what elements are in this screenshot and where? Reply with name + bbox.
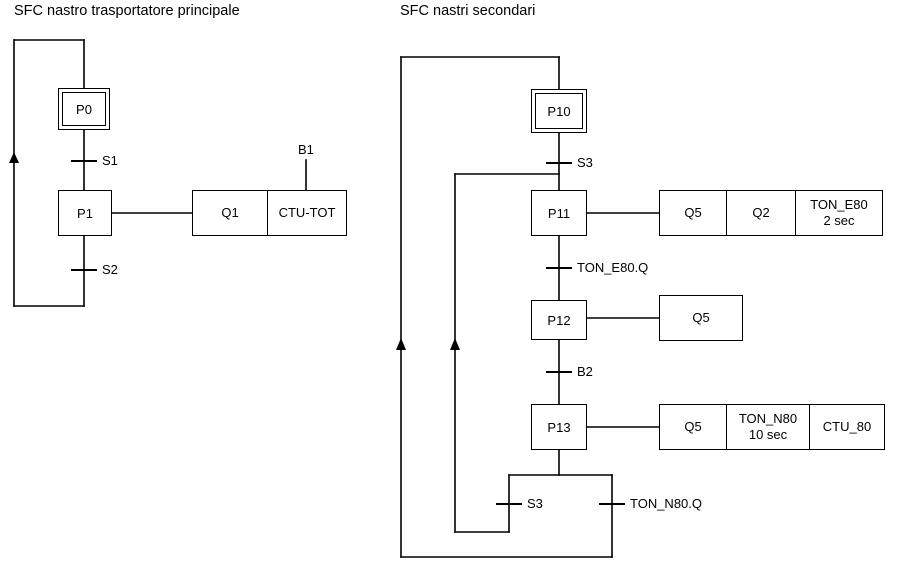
action-p11-q2-label: Q2: [752, 204, 770, 220]
step-p12-label: P12: [547, 312, 571, 328]
transition-label-b2: B2: [577, 364, 593, 379]
transition-label-ton-n80-q: TON_N80.Q: [630, 496, 703, 511]
action-p12-q5[interactable]: [659, 295, 743, 341]
step-p10[interactable]: [531, 89, 587, 133]
action-p13-ton-n80[interactable]: [726, 404, 810, 450]
action-p13-ton-n80-label: TON_N80: [738, 410, 798, 426]
right-chart-title: SFC nastri secondari: [400, 3, 536, 19]
action-p11-ton-e80-label: TON_E80: [810, 196, 868, 212]
action-p11-q5-label: Q5: [684, 204, 702, 220]
action-ctu-tot-label: CTU-TOT: [278, 204, 336, 220]
step-p0-label: P0: [62, 92, 106, 126]
action-p13-ctu-80[interactable]: [809, 404, 885, 450]
step-p10-label: P10: [535, 93, 583, 129]
transition-label-s3-top: S3: [577, 155, 593, 170]
action-p13-ton-n80-preset: 10 sec: [748, 427, 788, 442]
action-p13-ctu-80-label: CTU_80: [822, 418, 872, 434]
action-p12-q5-label: Q5: [692, 309, 710, 325]
transition-label-ton-e80-q: TON_E80.Q: [577, 260, 649, 275]
action-ctu-tot[interactable]: [267, 190, 347, 236]
action-condition-b1: B1: [298, 142, 314, 157]
left-chart-title: SFC nastro trasportatore principale: [14, 3, 240, 19]
action-p11-ton-e80[interactable]: [795, 190, 883, 236]
step-p13[interactable]: [531, 404, 587, 450]
step-p12[interactable]: [531, 300, 587, 340]
step-p11-label: P11: [547, 205, 571, 221]
action-p13-q5-label: Q5: [684, 418, 702, 434]
transition-label-s3-branch: S3: [527, 496, 543, 511]
step-p13-label: P13: [547, 419, 571, 435]
step-p11[interactable]: [531, 190, 587, 236]
action-q1[interactable]: [192, 190, 268, 236]
step-p1-label: P1: [77, 205, 93, 221]
step-p0[interactable]: [58, 88, 110, 130]
step-p1[interactable]: [58, 190, 112, 236]
action-p11-q5[interactable]: [659, 190, 727, 236]
action-p11-ton-e80-preset: 2 sec: [823, 213, 855, 228]
transition-label-s2: S2: [102, 262, 118, 277]
transition-label-s1: S1: [102, 153, 118, 168]
action-p13-q5[interactable]: [659, 404, 727, 450]
action-q1-label: Q1: [221, 204, 239, 220]
action-p11-q2[interactable]: [726, 190, 796, 236]
